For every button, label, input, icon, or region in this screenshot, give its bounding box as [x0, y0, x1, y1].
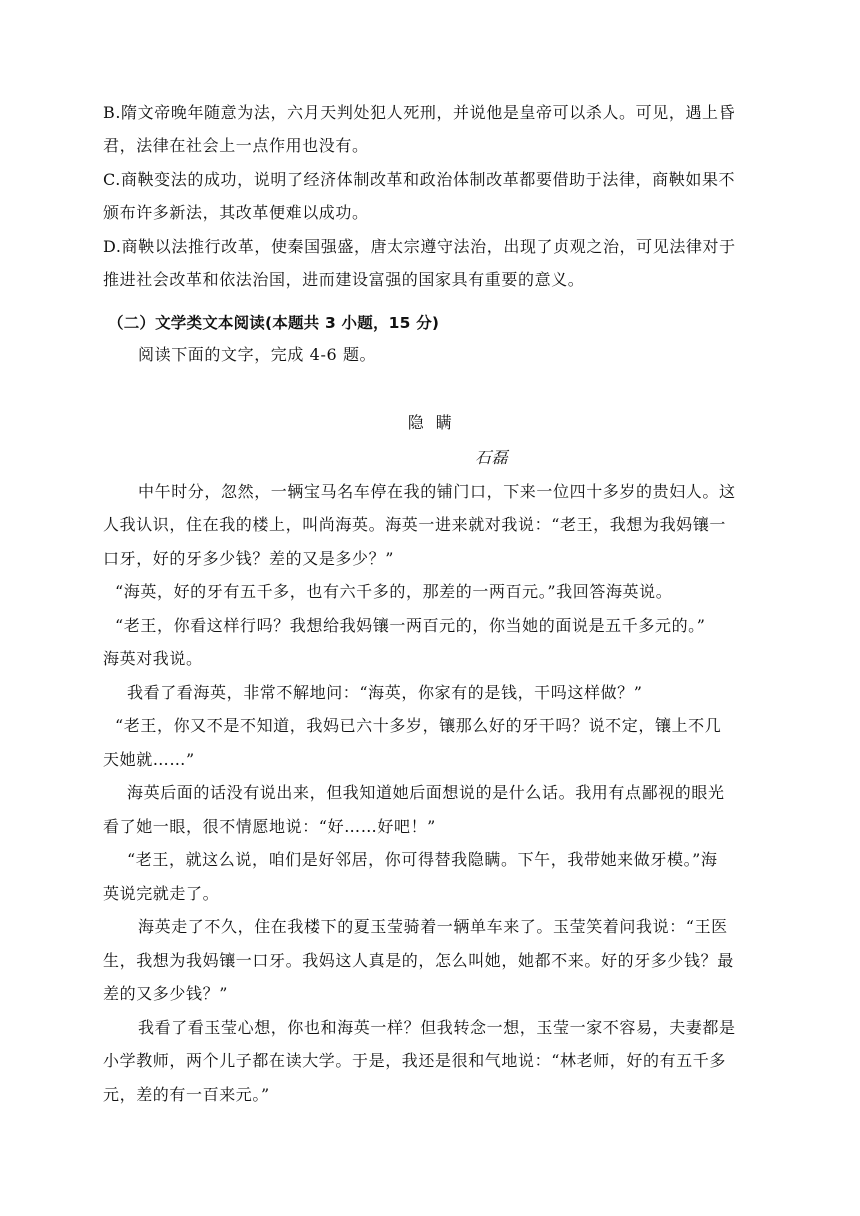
option-d-line-1: D.商鞅以法推行改革，使秦国强盛，唐太宗遵守法治，出现了贞观之治，可见法律对于	[103, 237, 736, 256]
section-heading: （二）文学类文本阅读(本题共 3 小题，15 分)	[108, 314, 440, 332]
story-line: 中午时分，忽然，一辆宝马名车停在我的铺门口，下来一位四十多岁的贵妇人。这	[138, 482, 736, 501]
story-line: 元，差的有一百来元。”	[103, 1085, 270, 1104]
story-line: “老王，你又不是不知道，我妈已六十多岁，镶那么好的牙干吗？说不定，镶上不几	[115, 716, 722, 735]
story-line: 海英对我说。	[103, 649, 203, 668]
story-line: 生，我想为我妈镶一口牙。我妈这人真是的，怎么叫她，她都不来。好的牙多少钱？最	[103, 951, 734, 970]
story-line: 海英后面的话没有说出来，但我知道她后面想说的是什么话。我用有点鄙视的眼光	[127, 783, 725, 802]
option-b-line-1: B.隋文帝晚年随意为法，六月天判处犯人死刑，并说他是皇帝可以杀人。可见，遇上昏	[103, 103, 736, 122]
story-line: 英说完就走了。	[103, 884, 220, 903]
story-line: “老王，你看这样行吗？我想给我妈镶一两百元的，你当她的面说是五千多元的。”	[115, 616, 706, 635]
story-author: 石磊	[475, 448, 509, 467]
option-c-line-1: C.商鞅变法的成功，说明了经济体制改革和政治体制改革都要借助于法律，商鞅如果不	[103, 170, 736, 189]
option-b-line-2: 君，法律在社会上一点作用也没有。	[103, 136, 369, 155]
story-line: 看了她一眼，很不情愿地说：“好……好吧！”	[103, 817, 436, 836]
story-line: “老王，就这么说，咱们是好邻居，你可得替我隐瞒。下午，我带她来做牙模。”海	[127, 850, 718, 869]
story-line: 小学教师，两个儿子都在读大学。于是，我还是很和气地说：“林老师，好的有五千多	[103, 1051, 726, 1070]
story-line: 人我认识，住在我的楼上，叫尚海英。海英一进来就对我说：“老王，我想为我妈镶一	[103, 515, 726, 534]
section-instruction: 阅读下面的文字，完成 4-6 题。	[138, 345, 377, 364]
story-line: 我看了看海英，非常不解地问：“海英，你家有的是钱，干吗这样做？”	[127, 683, 643, 702]
story-line: 差的又多少钱？”	[103, 984, 228, 1003]
story-line: 海英走了不久，住在我楼下的夏玉莹骑着一辆单车来了。玉莹笑着问我说：“王医	[138, 917, 728, 936]
story-line: 我看了看玉莹心想，你也和海英一样？但我转念一想，玉莹一家不容易，夫妻都是	[138, 1018, 736, 1037]
story-line: “海英，好的牙有五千多，也有六千多的，那差的一两百元。”我回答海英说。	[115, 582, 673, 601]
story-line: 口牙，好的牙多少钱？差的又是多少？”	[103, 549, 394, 568]
story-line: 天她就……”	[103, 750, 195, 769]
story-title: 隐 瞒	[407, 413, 453, 432]
option-d-line-2: 推进社会改革和依法治国，进而建设富强的国家具有重要的意义。	[103, 270, 585, 289]
option-c-line-2: 颁布许多新法，其改革便难以成功。	[103, 203, 369, 222]
